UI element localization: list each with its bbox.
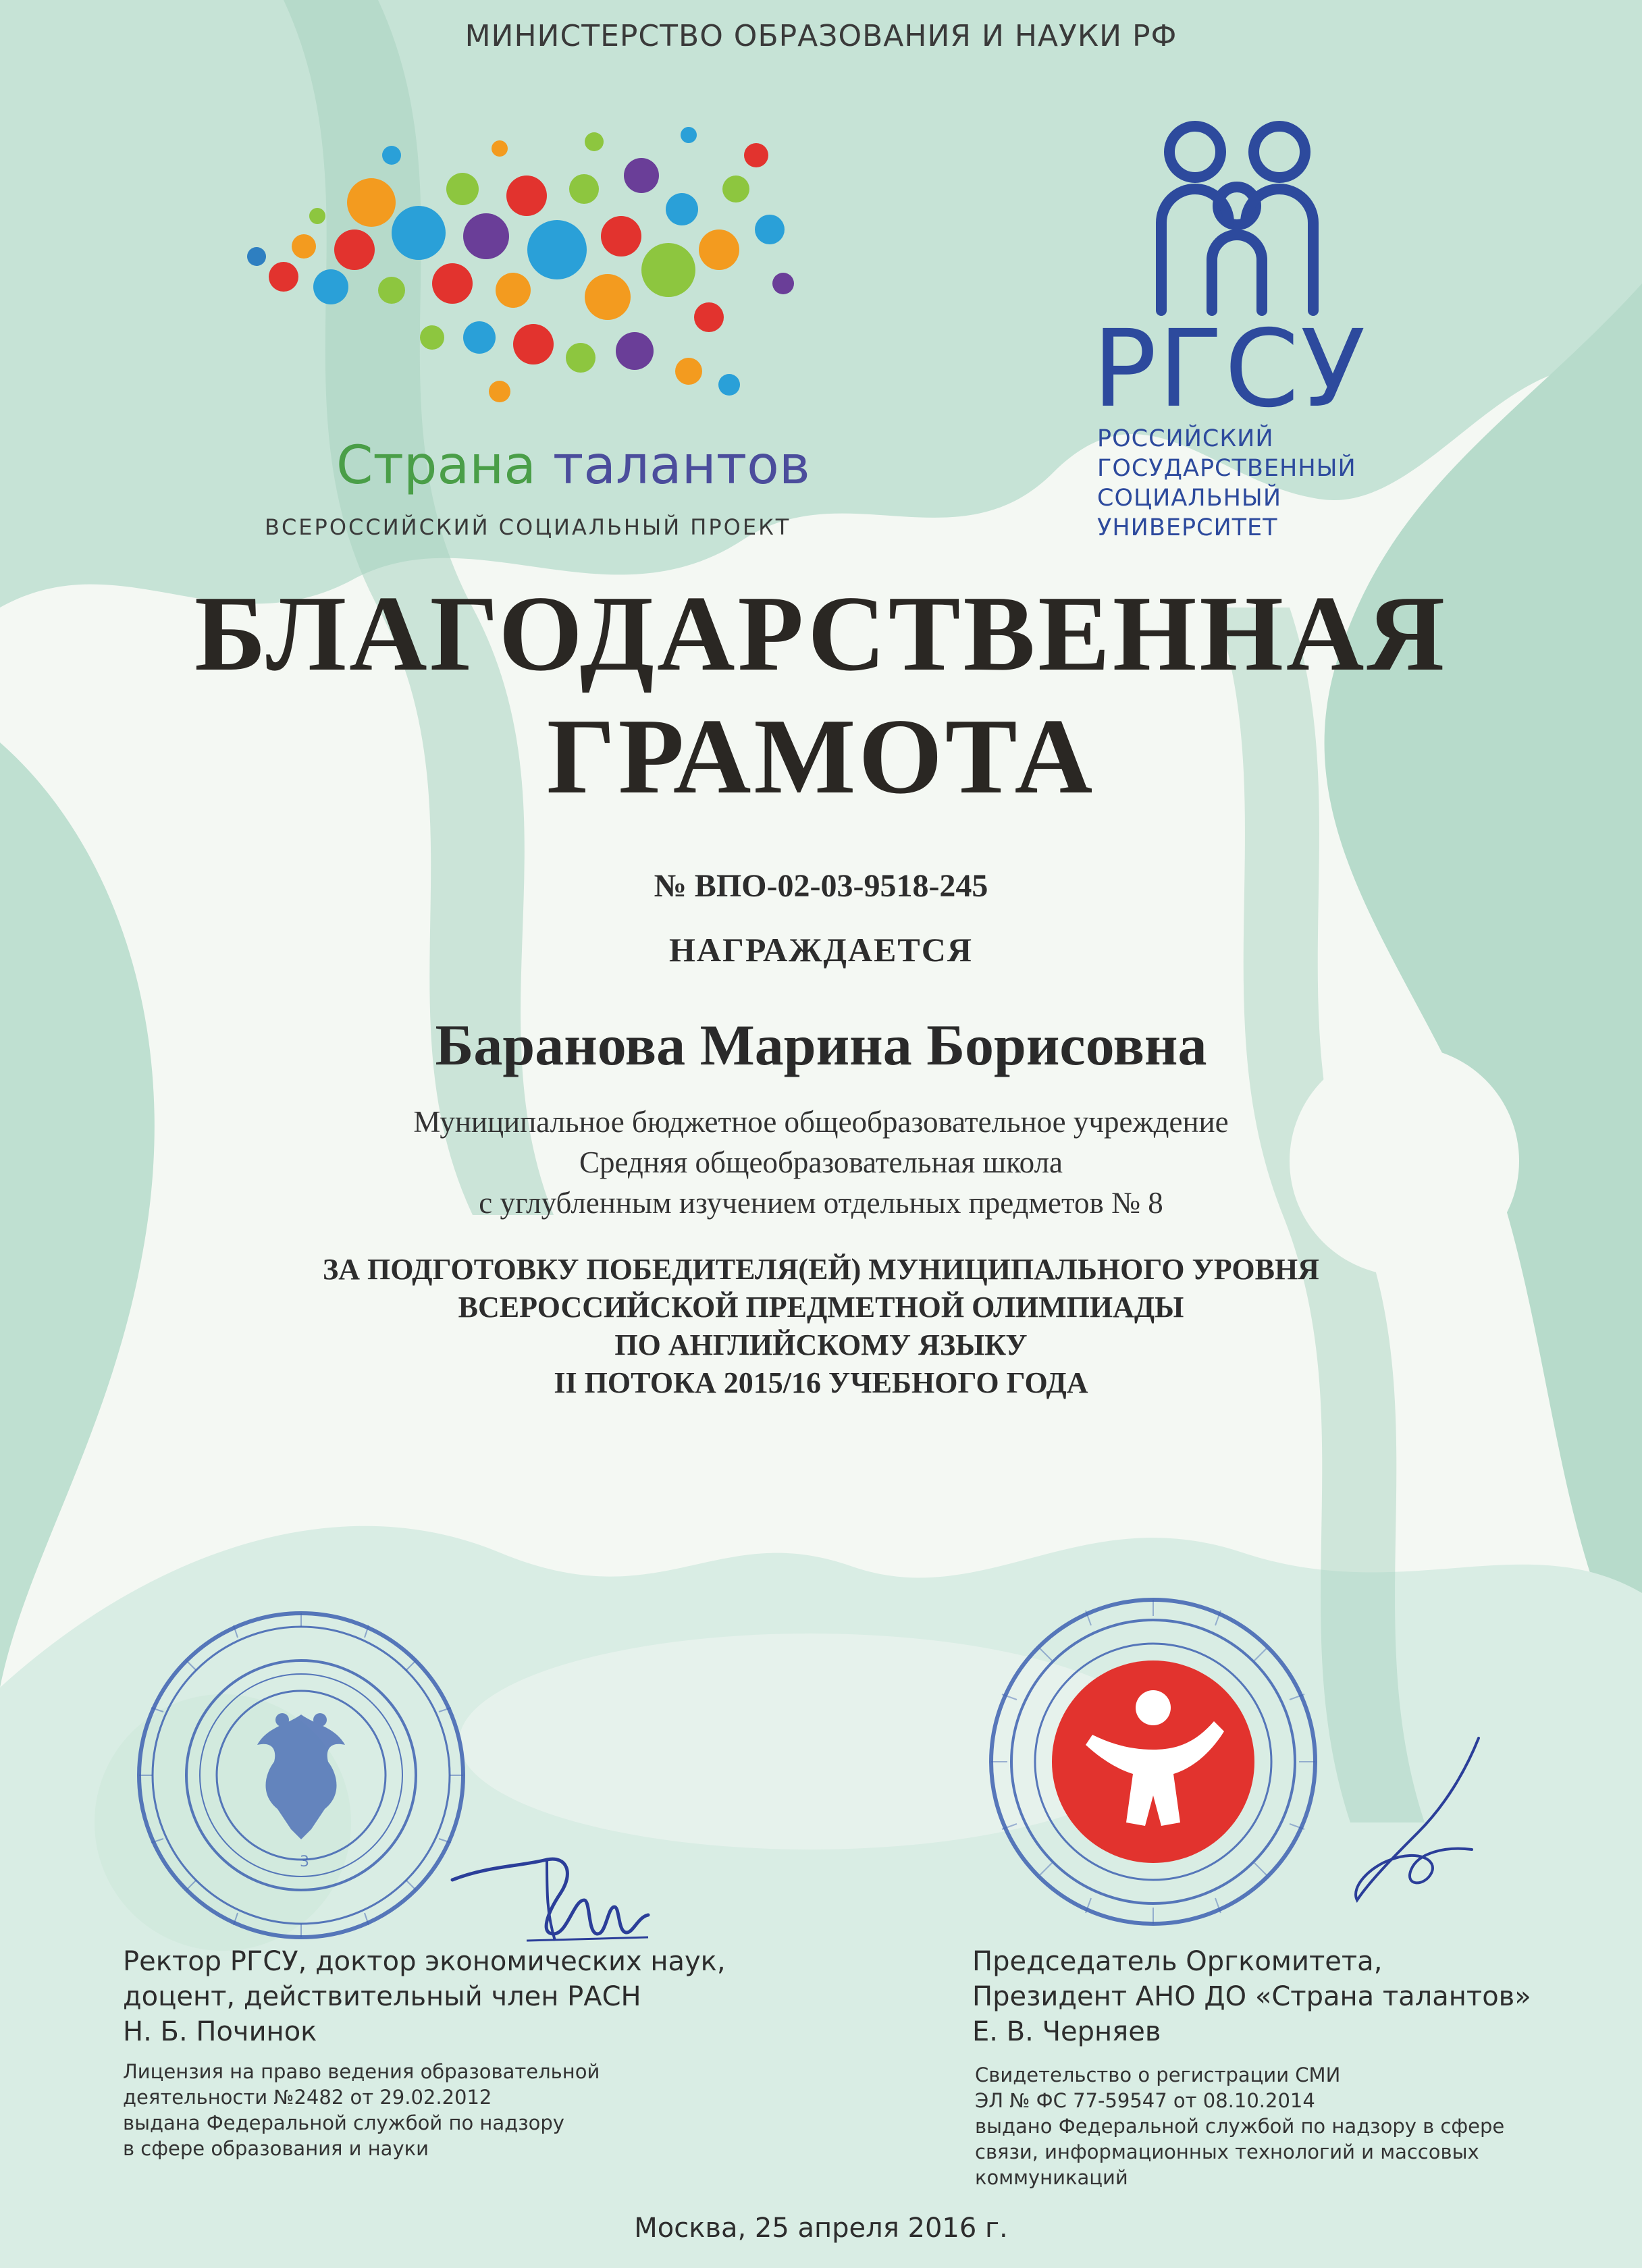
- institution-line: с углубленным изучением отдельных предметов № 8: [479, 1186, 1163, 1220]
- license-line: выдана Федеральной службой по надзору: [123, 2111, 564, 2134]
- right-license: [975, 2062, 1504, 2190]
- certificate-title-line-2: ГРАМОТА: [546, 696, 1096, 816]
- license-line: коммуникаций: [975, 2166, 1128, 2189]
- university-full-name: [1097, 424, 1356, 543]
- license-line: связи, информационных технологий и массовых: [975, 2140, 1479, 2163]
- reason-line: ЗА ПОДГОТОВКУ ПОБЕДИТЕЛЯ(ЕЙ) МУНИЦИПАЛЬНОГО УРОВНЯ: [323, 1253, 1319, 1286]
- rector-signature-icon: [446, 1799, 662, 1954]
- signatory-line: Ректор РГСУ, доктор экономических наук,: [123, 1946, 726, 1977]
- institution-line: Средняя общеобразовательная школа: [579, 1145, 1063, 1179]
- signatory-line: Президент АНО ДО «Страна талантов»: [972, 1981, 1531, 2012]
- reason-block: [0, 1251, 1642, 1402]
- institution-block: [0, 1102, 1642, 1223]
- awarded-label: НАГРАЖДАЕТСЯ: [669, 931, 973, 969]
- license-line: Свидетельство о регистрации СМИ: [975, 2063, 1341, 2086]
- certificate-title-line-1: БЛАГОДАРСТВЕННАЯ: [194, 573, 1448, 693]
- license-line: в сфере образования и науки: [123, 2137, 429, 2160]
- ministry-header: МИНИСТЕРСТВО ОБРАЗОВАНИЯ И НАУКИ РФ: [465, 19, 1177, 53]
- project-name: [336, 435, 810, 496]
- license-line: выдано Федеральной службой по надзору в сфере: [975, 2115, 1505, 2138]
- signatory-line: доцент, действительный член РАСН: [123, 1981, 641, 2012]
- license-line: Лицензия на право ведения образовательной: [123, 2060, 600, 2083]
- project-name-part1: Страна: [336, 435, 537, 496]
- reason-line: II ПОТОКА 2015/16 УЧЕБНОГО ГОДА: [554, 1366, 1088, 1399]
- signatory-line: Е. В. Черняев: [972, 2016, 1161, 2047]
- family-figures-logo-icon: [1134, 115, 1344, 317]
- university-stamp-seal-icon: [132, 1606, 470, 1944]
- russia-map-dots-logo-icon: [216, 115, 810, 439]
- signatory-line: Председатель Оргкомитета,: [972, 1946, 1383, 1977]
- university-name-line: УНИВЕРСИТЕТ: [1097, 514, 1278, 541]
- university-abbr: РГСУ: [1092, 307, 1367, 431]
- license-line: ЭЛ № ФС 77-59547 от 08.10.2014: [975, 2089, 1315, 2112]
- left-signatory: [123, 1944, 726, 2049]
- university-name-line: РОССИЙСКИЙ: [1097, 425, 1274, 452]
- signatory-line: Н. Б. Починок: [123, 2016, 317, 2047]
- reason-line: ПО АНГЛИЙСКОМУ ЯЗЫКУ: [614, 1328, 1028, 1361]
- university-name-line: ГОСУДАРСТВЕННЫЙ: [1097, 455, 1356, 482]
- certificate-number: № ВПО-02-03-9518-245: [654, 868, 988, 904]
- recipient-name: Баранова Марина Борисовна: [435, 1013, 1207, 1077]
- project-subtitle: ВСЕРОССИЙСКИЙ СОЦИАЛЬНЫЙ ПРОЕКТ: [265, 514, 791, 540]
- license-line: деятельности №2482 от 29.02.2012: [123, 2086, 492, 2109]
- strana-talantov-stamp-seal-icon: [984, 1593, 1322, 1931]
- left-license: [123, 2059, 600, 2161]
- right-signatory: [972, 1944, 1531, 2049]
- president-signature-icon: [1344, 1731, 1492, 1907]
- reason-line: ВСЕРОССИЙСКОЙ ПРЕДМЕТНОЙ ОЛИМПИАДЫ: [458, 1291, 1184, 1324]
- svg-text:3: 3: [300, 1854, 309, 1870]
- university-name-line: СОЦИАЛЬНЫЙ: [1097, 485, 1281, 512]
- institution-line: Муниципальное бюджетное общеобразовательное учреждение: [413, 1105, 1229, 1139]
- place-and-date: Москва, 25 апреля 2016 г.: [634, 2213, 1008, 2244]
- project-name-part2: талантов: [552, 435, 810, 496]
